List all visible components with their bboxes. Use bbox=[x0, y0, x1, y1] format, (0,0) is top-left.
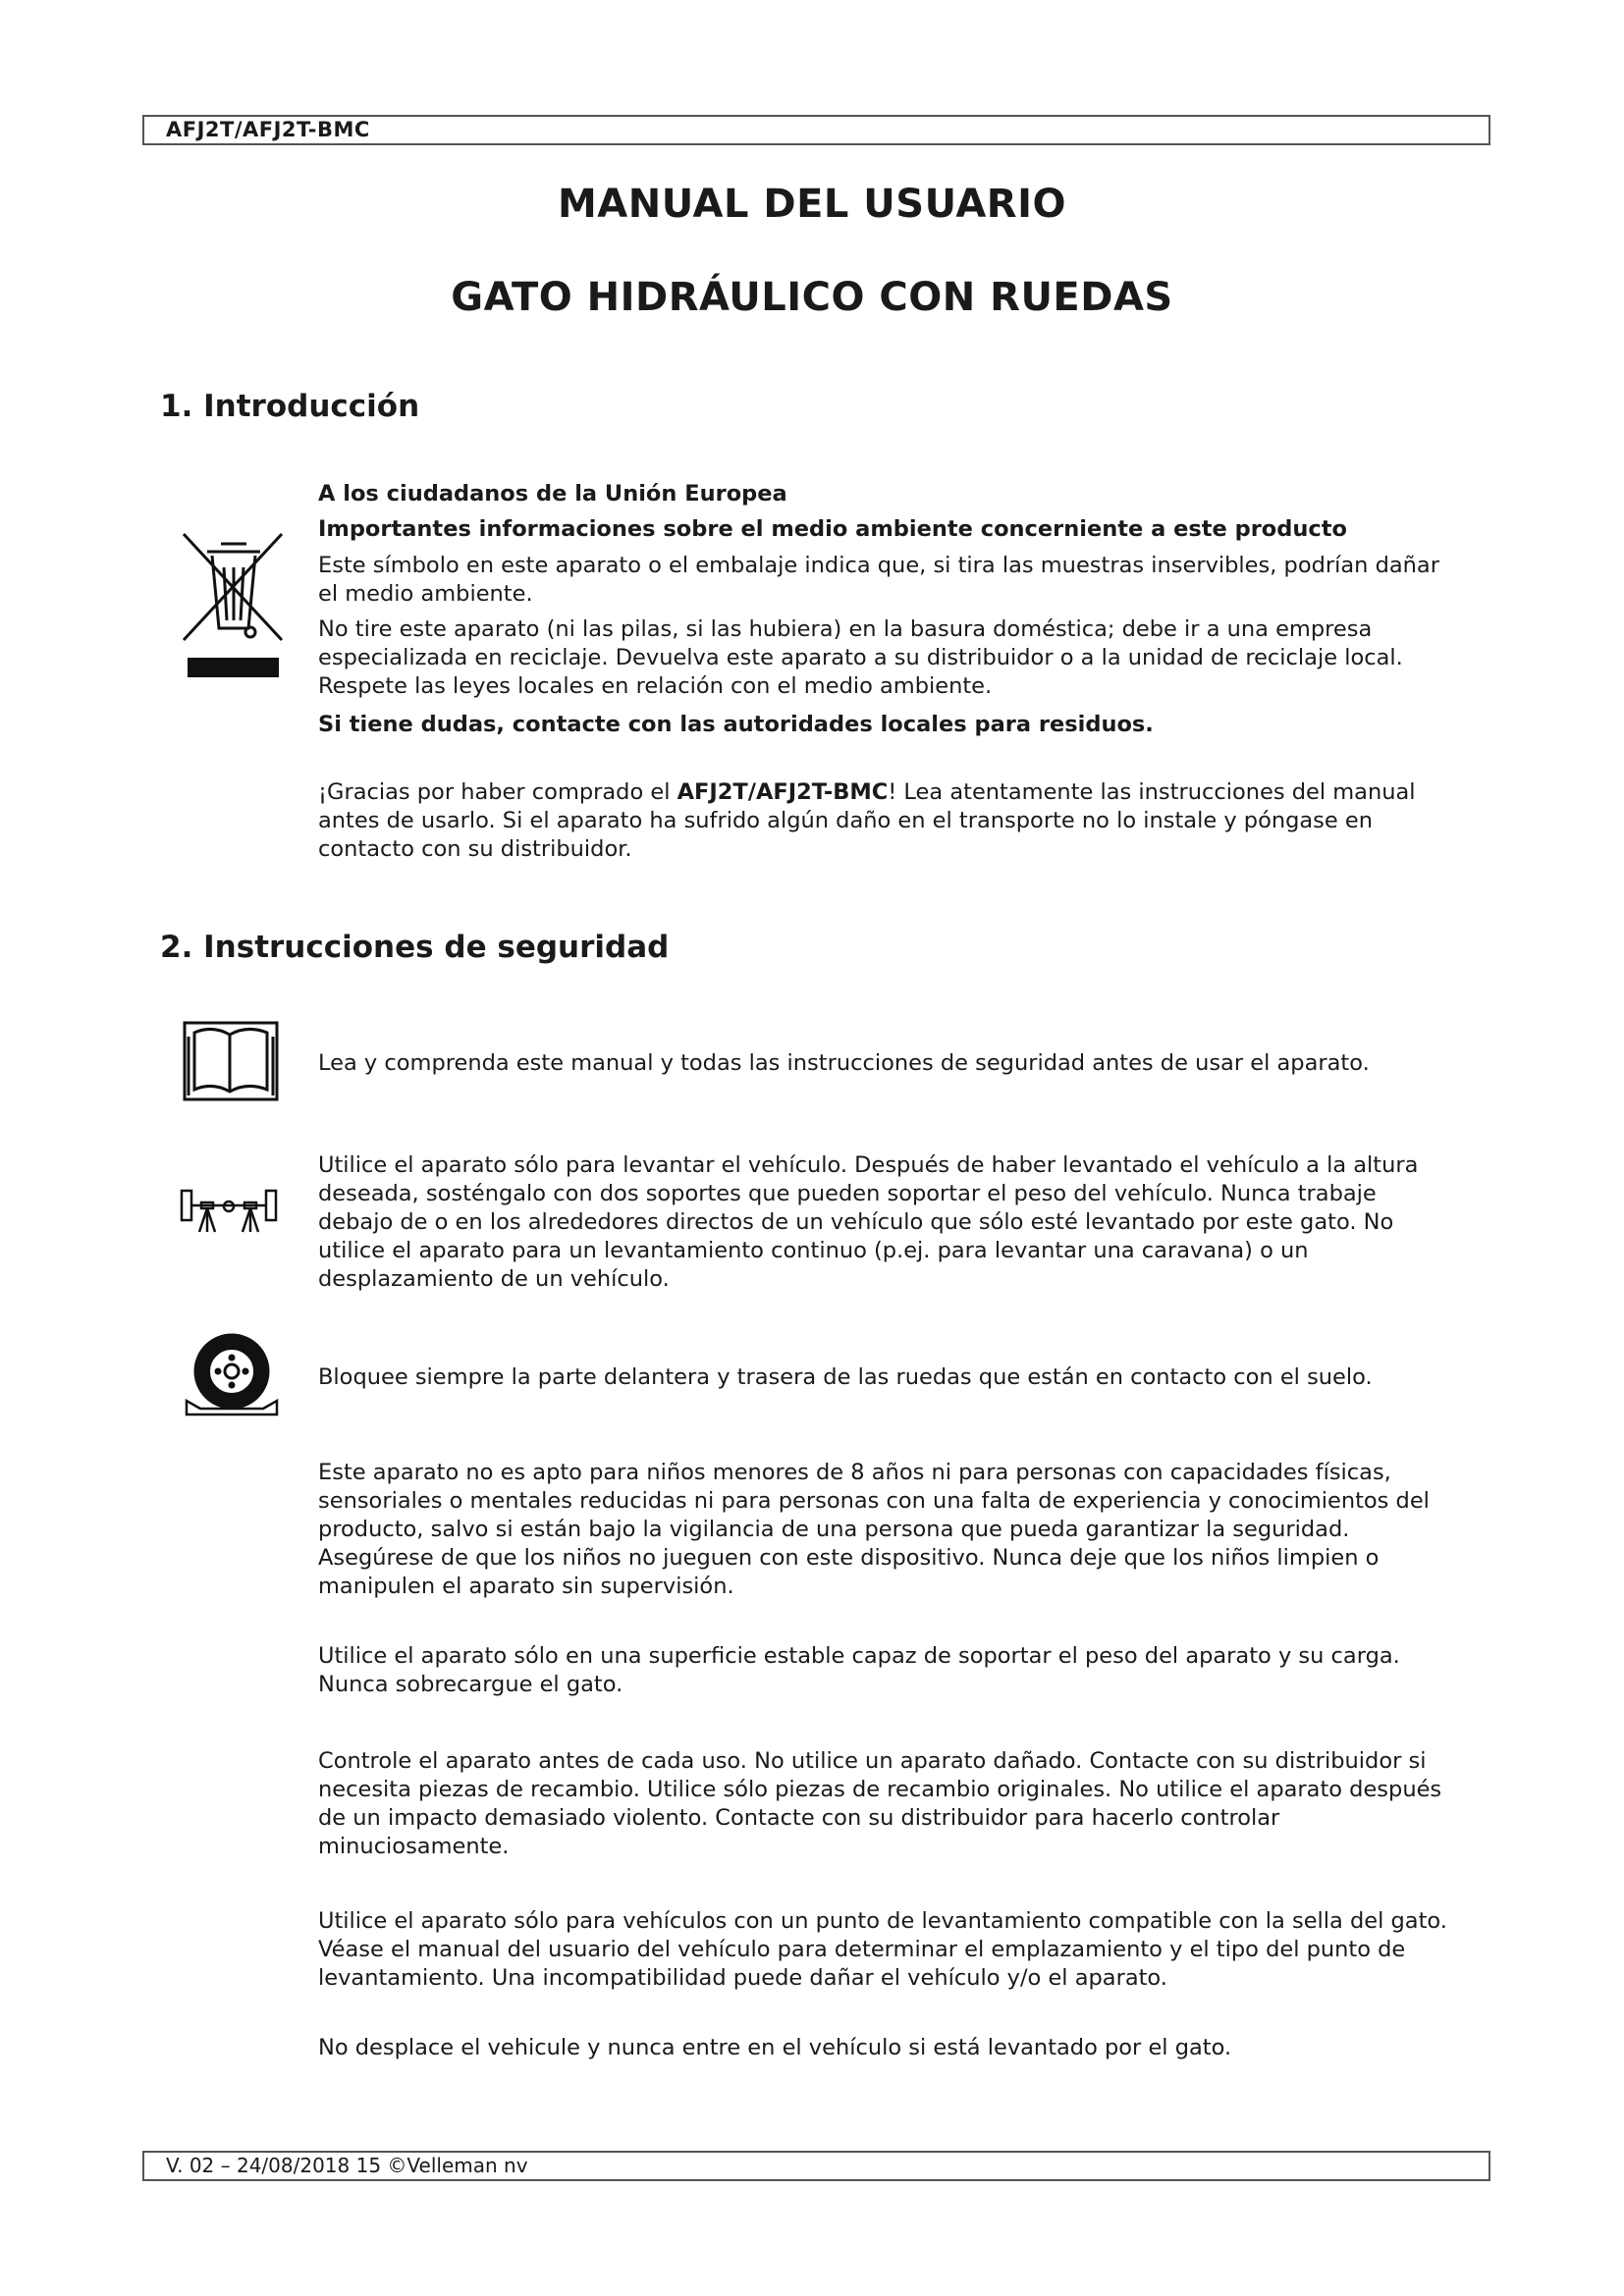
eu-paragraph-1: Este símbolo en este aparato o el embalaje indica que, si tira las muestras inservibles, podrían dañar el medio ambiente. bbox=[318, 553, 1439, 607]
thanks-text-start: ¡Gracias por haber comprado el bbox=[318, 779, 677, 805]
safety-item-1: Lea y comprenda este manual y todas las instrucciones de seguridad antes de usar el aparato. bbox=[318, 1050, 1370, 1076]
eu-subtitle: Importantes informaciones sobre el medio ambiente concerniente a este producto bbox=[318, 516, 1347, 542]
header-model: AFJ2T/AFJ2T-BMC bbox=[166, 118, 370, 141]
safety-item-6: Controle el aparato antes de cada uso. No utilice un aparato dañado. Contacte con su distribuidor si necesita piezas de recambio. Utilice sólo piezas de recambio originales. No utilice el aparato después de un impacto demasiado violento. Contacte con su distribuidor para hacerlo controlar minuciosamente. bbox=[318, 1748, 1442, 1859]
axle-stand-icon bbox=[178, 1185, 280, 1240]
safety-item-7: Utilice el aparato sólo para vehículos con un punto de levantamiento compatible con la sella del gato. Véase el manual del usuario del vehículo para determinar el emplazamiento y el tipo del punto de levantamiento. Una incompatibilidad puede dañar el vehículo y/o el aparato. bbox=[318, 1908, 1447, 1991]
thanks-model: AFJ2T/AFJ2T-BMC bbox=[677, 779, 889, 805]
manual-title: MANUAL DEL USUARIO bbox=[558, 182, 1066, 227]
read-manual-icon bbox=[183, 1021, 279, 1101]
safety-item-5: Utilice el aparato sólo en una superficie estable capaz de soportar el peso del aparato y su carga. Nunca sobrecargue el gato. bbox=[318, 1643, 1400, 1697]
section-heading-intro: 1. Introducción bbox=[160, 389, 420, 424]
eu-paragraph-3: Si tiene dudas, contacte con las autoridades locales para residuos. bbox=[318, 712, 1154, 737]
weee-bin-icon bbox=[180, 530, 288, 683]
thanks-paragraph bbox=[318, 778, 1457, 864]
wheel-chock-icon bbox=[183, 1330, 281, 1418]
footer-box bbox=[142, 2151, 1490, 2181]
footer-text: V. 02 – 24/08/2018 15 ©Velleman nv bbox=[166, 2154, 528, 2177]
safety-item-2: Utilice el aparato sólo para levantar el vehículo. Después de haber levantado el vehículo a la altura deseada, sosténgalo con dos soportes que pueden soportar el peso del vehículo. Nunca trabaje debajo de o en los alrededores directos de un vehículo que sólo esté levantado por este gato. No utilice el aparato para un levantamiento continuo (p.ej. para levantar una caravana) o un desplazamiento de un vehículo. bbox=[318, 1152, 1419, 1292]
section-heading-safety: 2. Instrucciones de seguridad bbox=[160, 930, 670, 965]
safety-item-4: Este aparato no es apto para niños menores de 8 años ni para personas con capacidades físicas, sensoriales o mentales reducidas ni para personas con una falta de experiencia y conocimientos del producto, salvo si están bajo la vigilancia de una persona que pueda garantizar la seguridad. Asegúrese de que los niños no jueguen con este dispositivo. Nunca deje que los niños limpien o manipulen el aparato sin supervisión. bbox=[318, 1460, 1430, 1599]
thanks-text-end: ! Lea atentamente las instrucciones del manual antes de usarlo. Si el aparato ha sufrido algún daño en el transporte no lo instale y póngase en contacto con su distribuidor. bbox=[318, 779, 1416, 862]
safety-item-3: Bloquee siempre la parte delantera y trasera de las ruedas que están en contacto con el suelo. bbox=[318, 1364, 1373, 1390]
header-model-box bbox=[142, 115, 1490, 145]
product-title: GATO HIDRÁULICO CON RUEDAS bbox=[451, 275, 1173, 320]
eu-paragraph-2: No tire este aparato (ni las pilas, si las hubiera) en la basura doméstica; debe ir a una empresa especializada en reciclaje. Devuelva este aparato a su distribuidor o a la unidad de reciclaje local. Respete las leyes locales en relación con el medio ambiente. bbox=[318, 616, 1403, 699]
safety-item-8: No desplace el vehicule y nunca entre en el vehículo si está levantado por el gato. bbox=[318, 2035, 1232, 2060]
eu-title: A los ciudadanos de la Unión Europea bbox=[318, 481, 787, 507]
